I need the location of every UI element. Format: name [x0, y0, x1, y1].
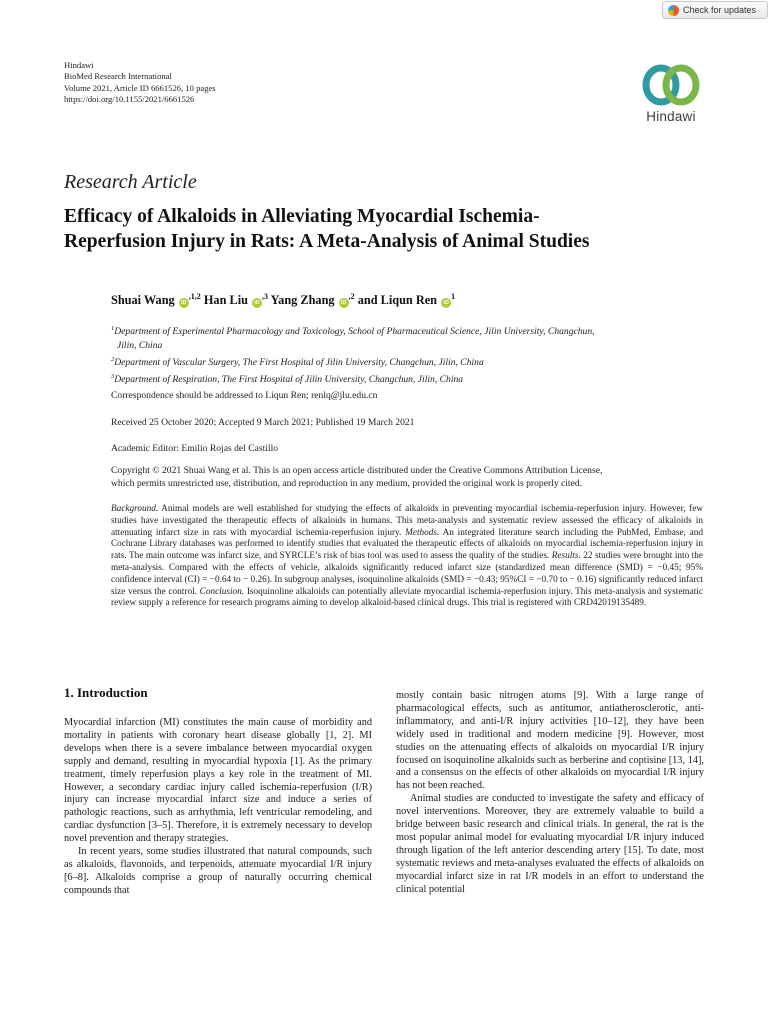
affiliation-2: [111, 353, 701, 369]
orcid-icon[interactable]: iD: [441, 298, 451, 308]
copyright-line-1: Copyright © 2021 Shuai Wang et al. This is an open access article distributed under the Creative Commons Attribution License,: [111, 465, 603, 476]
title-line-1: Efficacy of Alkaloids in Alleviating Myocardial Ischemia-: [64, 206, 540, 227]
logo-wordmark: Hindawi: [646, 109, 696, 124]
affiliation-number: 1: [111, 325, 115, 332]
affiliation-text: Department of Experimental Pharmacology and Toxicology, School of Pharmaceutical Science, Jilin University, Changchun,: [114, 326, 595, 338]
author-affil-sup: ,1,2: [188, 292, 201, 301]
orcid-icon[interactable]: iD: [252, 298, 262, 308]
conclusion-label: Conclusion.: [199, 586, 245, 597]
affiliations: [111, 322, 701, 387]
journal-name: BioMed Research International: [64, 71, 172, 82]
academic-editor: Academic Editor: Emilio Rojas del Castillo: [111, 443, 279, 454]
author-name[interactable]: Yang Zhang: [270, 293, 335, 308]
section-heading: 1. Introduction: [64, 685, 148, 700]
publisher-name: Hindawi: [64, 60, 94, 70]
check-for-updates-button[interactable]: [662, 1, 768, 19]
background-label: Background.: [111, 504, 159, 514]
copyright-notice: [111, 464, 711, 490]
author-name[interactable]: Han Liu: [203, 293, 248, 308]
article-title: [64, 204, 724, 254]
affiliation-text: Department of Vascular Surgery, The First Hospital of Jilin University, Changchun, Jilin, China: [114, 357, 484, 369]
affiliation-number: 2: [111, 356, 115, 364]
author-name[interactable]: Shuai Wang: [111, 293, 175, 308]
author-affil-sup: ,2: [348, 292, 355, 301]
hindawi-rings-icon: [640, 62, 702, 108]
doi-link[interactable]: https://doi.org/10.1155/2021/6661526: [64, 93, 195, 104]
orcid-icon[interactable]: iD: [339, 298, 349, 308]
author-affil-sup: 1: [451, 292, 456, 301]
paragraph: Myocardial infarction (MI) constitutes the main cause of morbidity and mortality in patients with coronary heart disease globally [1, 2]. MI develops when there is a severe imbalance between myocardial oxygen supply and demand, resulting in myocardial hypoxia [1]. As the primary treatment, timely reperfusion plays a key role in the treatment of MI. However, a secondary cardiac injury called ischemia-reperfusion (I/R) injury can increase myocardial infarct size and induce a series of pathologic reactions, such as arrhythmia, left ventricular remodeling, and cardiac dysfunction [3–5]. Therefore, it is extremely necessary to develop novel prevention and therapy strategies.: [64, 717, 372, 845]
correspondence: Correspondence should be addressed to Liqun Ren; renlq@jlu.edu.cn: [111, 390, 378, 401]
journal-meta: [64, 60, 216, 105]
methods-text: An integrated literature search including the PubMed, Embase, and Cochrane Library databases was performed to identify studies that evaluated the therapeutic effects of alkaloids on myocardial ischemia-reperfusion injury in rats. The main outcome was infarct size, and SYRCLE’s risk of bias tool was used to assess the quality of the studies.: [111, 527, 704, 562]
hindawi-logo: [636, 62, 706, 124]
body-column-left: [64, 686, 372, 898]
orcid-icon[interactable]: iD: [179, 298, 189, 308]
methods-label: Methods.: [405, 527, 440, 538]
paragraph: Animal studies are conducted to investigate the safety and efficacy of novel interventions. Moreover, they are extremely valuable to build a bridge between basic research and clinical trials. In general, the rat is the most popular animal model for evaluating myocardial I/R injury induced through ligation of the left anterior descending artery [15]. To date, most systematic reviews and meta-analyses evaluated the effects of alkaloids on myocardial infarct size in rat I/R models in an effort to understand the clinical potential: [396, 793, 704, 895]
affiliation-text: Department of Respiration, The First Hospital of Jilin University, Changchun, Jilin, China: [114, 374, 464, 386]
affiliation-number: 3: [111, 373, 115, 381]
abstract: [111, 504, 703, 610]
publication-dates: Received 25 October 2020; Accepted 9 March 2021; Published 19 March 2021: [111, 417, 415, 428]
author-affil-sup: ,3: [262, 292, 269, 301]
results-label: Results.: [551, 551, 581, 562]
author-list: [111, 292, 455, 308]
abstract-body: [111, 504, 703, 610]
conclusion-text: Isoquinoline alkaloids can potentially alleviate myocardial ischemia-reperfusion injury. This meta-analysis and systematic review supply a reference for research programs aiming to develop alkaloid-based clinical drugs. This trial is registered with CRD42019135489.: [111, 586, 703, 609]
copyright-line-2: which permits unrestricted use, distribution, and reproduction in any medium, provided the original work is properly cited.: [111, 478, 583, 489]
paragraph: In recent years, some studies illustrated that natural compounds, such as alkaloids, flavonoids, and terpenoids, attenuate myocardial I/R injury [6–8]. Alkaloids comprise a group of naturally occurring chemical compounds that: [64, 846, 372, 896]
affiliation-3: [111, 370, 701, 386]
affiliation-1: [111, 322, 701, 338]
results-text: 22 studies were brought into the meta-analysis. Compared with the effects of vehicle, alkaloids significantly reduced infarct size (standardized mean difference (SMD) = −0.45; 95% confidence interval (CI) = −0.64 to − 0.26). In subgroup analyses, isoquinoline alkaloids (SMD = −0.43; 95%CI = −0.70 to − 0.16) significantly reduced infarct size versus the control.: [111, 551, 703, 597]
check-for-updates-label: Check for updates: [683, 5, 757, 15]
crossmark-icon: [668, 5, 679, 16]
paragraph: mostly contain basic nitrogen atoms [9]. With a large range of pharmacological effects, such as antitumor, antiatherosclerotic, anti-inflammatory, and anti-I/R injury activities [10–12], they have been widely used in traditional and modern medicine [9]. However, most studies on the attenuating effects of alkaloids on myocardial I/R injury focused on isoquinoline alkaloids such as berberine and coptisine [13, 14], and a consensus on the effects of other alkaloids on myocardial I/R injury has not been reached.: [396, 690, 704, 792]
author-name[interactable]: and Liqun Ren: [357, 293, 438, 308]
title-line-2: Reperfusion Injury in Rats: A Meta-Analysis of Animal Studies: [64, 231, 590, 252]
article-type: Research Article: [64, 171, 197, 193]
volume-line: Volume 2021, Article ID 6661526, 10 pages: [64, 82, 216, 93]
body-column-right: [396, 690, 704, 897]
background-text: Animal models are well established for studying the effects of alkaloids in preventing myocardial ischemia-reperfusion injury. However, few studies have investigated the therapeutic effects of alkaloids in humans. This meta-analysis and systematic review assessed the efficacy of alkaloids in attenuating infarct size in rats with myocardial ischemia-reperfusion injury.: [111, 504, 703, 538]
affiliation-1-cont: Jilin, China: [117, 340, 163, 352]
